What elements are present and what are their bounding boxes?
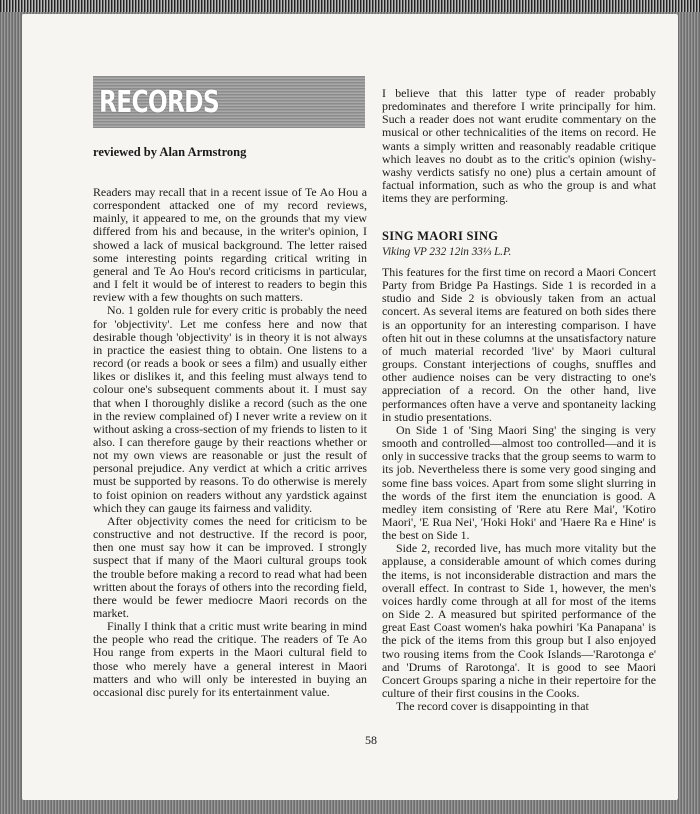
section-banner [93, 76, 365, 128]
paragraph: I believe that this latter type of reader probably predominates and therefore I write principally for him. Such a reader does not want erudite commentary on the musical or other technicalities of the items on record. He wants a simply written and reasonably readable critique which leaves no doubt as to the critic's opinion (wishy-washy verdicts satisfy no one) plus a certain amount of factual information, such as who the group is and what items they are performing. [382, 86, 656, 206]
page-number: 58 [365, 733, 377, 747]
paragraph: The record cover is disappointing in that [396, 699, 589, 714]
paragraph: After objectivity comes the need for criticism to be constructive and not destructive. If the record is poor, then one must say how it can be improved. I strongly suspect that if many of the Maori cultural groups took the trouble before making a record to read what had been written about the forays of others into the recording field, there would be fewer mediocre Maori records on the market. [93, 513, 367, 620]
paragraph: This features for the first time on record a Maori Concert Party from Bridge Pa Hastings. Side 1 is recorded in a studio and Side 2 is obviously taken from an actual concert. As several items are featured on both sides there is an opportunity for an interesting comparison. I have often hit out in these columns at the unsatisfactory nature of much material recorded 'live' by Maori cultural groups. Constant interjections of coughs, snuffles and other audience noises can be very distracting to one's appreciation of a record. On the other hand, live performances often have a verve and spontaneity lacking in studio presentations. [382, 265, 656, 424]
paragraph: Side 2, recorded live, has much more vitality but the applause, a considerable amount of which comes during the items, is not inconsiderable distraction and mars the overall effect. In contrast to Side 1, however, the men's voices hardly come through at all for most of the items on Side 2. A measured but spirited performance of the great East Coast women's haka powhiri 'Ka Panapana' is the pick of the items from this group but I also enjoyed two rousing items from the Cook Islands—'Rarotonga e' and 'Drums of Rarotonga'. It is good to see Maori Concert Groups sparing a niche in their repertoire for the culture of their first cousins in the Cooks. [382, 541, 656, 700]
paragraph: Finally I think that a critic must write bearing in mind the people who read the critique. The readers of Te Ao Hou range from experts in the Maori cultural field to those who merely have a general interest in Maori matters and who will only be interested in buying an occasional disc purely for its entertainment value. [93, 619, 367, 699]
review-body [382, 266, 656, 713]
record-details: Viking VP 232 12in 33⅓ L.P. [382, 246, 512, 258]
paragraph: Readers may recall that in a recent issue of Te Ao Hou a correspondent attacked one of my record reviews, mainly, it appeared to me, on the grounds that my view differed from his and because, in the writer's opinion, I showed a lack of musical background. The letter raised some interesting points regarding critical writing in general and Te Ao Hou's record criticisms in particular, and I felt it would be of interest to readers to begin this review with a few thoughts on such matters. [93, 185, 367, 305]
left-column [93, 186, 367, 699]
paragraph: No. 1 golden rule for every critic is probably the need for 'objectivity'. Let me confess here and now that desirable though 'objectivity' is in theory it is not always in practice the easiest thing to obtain. One listens to a record (or reads a book or sees a film) and usually either likes or dislikes it, and this feeling must always tend to colour one's subsequent comments about it. I must say that when I thoroughly dislike a record (such as the one in the review complained of) I never write a review on it without asking a cross-section of my friends to listen to it also. I can therefore gauge by their reactions whether or not my own views are reasonable or just the result of personal prejudice. Any verdict at which a critic arrives must be supported by reasons. To do otherwise is merely to foist opinion on readers without any yardstick against which they can gauge its fairness and validity. [93, 303, 367, 515]
paragraph: On Side 1 of 'Sing Maori Sing' the singing is very smooth and controlled—almost too controlled—and it is only in successive tracks that the group seems to warm to its job. Nevertheless there is some very good singing and some fine bass voices. Apart from some slight slurring in the words of the first item the enunciation is good. A medley item consisting of 'Rere atu Rere Mai', 'Kotiro Maori', 'E Rua Nei', 'Hoki Hoki' and 'Haere Ra e Hine' is the best on Side 1. [382, 422, 656, 543]
scan-top-edge [0, 0, 700, 12]
right-column-top [382, 87, 656, 205]
section-title: RECORDS [99, 84, 219, 120]
byline: reviewed by Alan Armstrong [93, 145, 247, 159]
review-heading: SING MAORI SING [382, 229, 499, 243]
